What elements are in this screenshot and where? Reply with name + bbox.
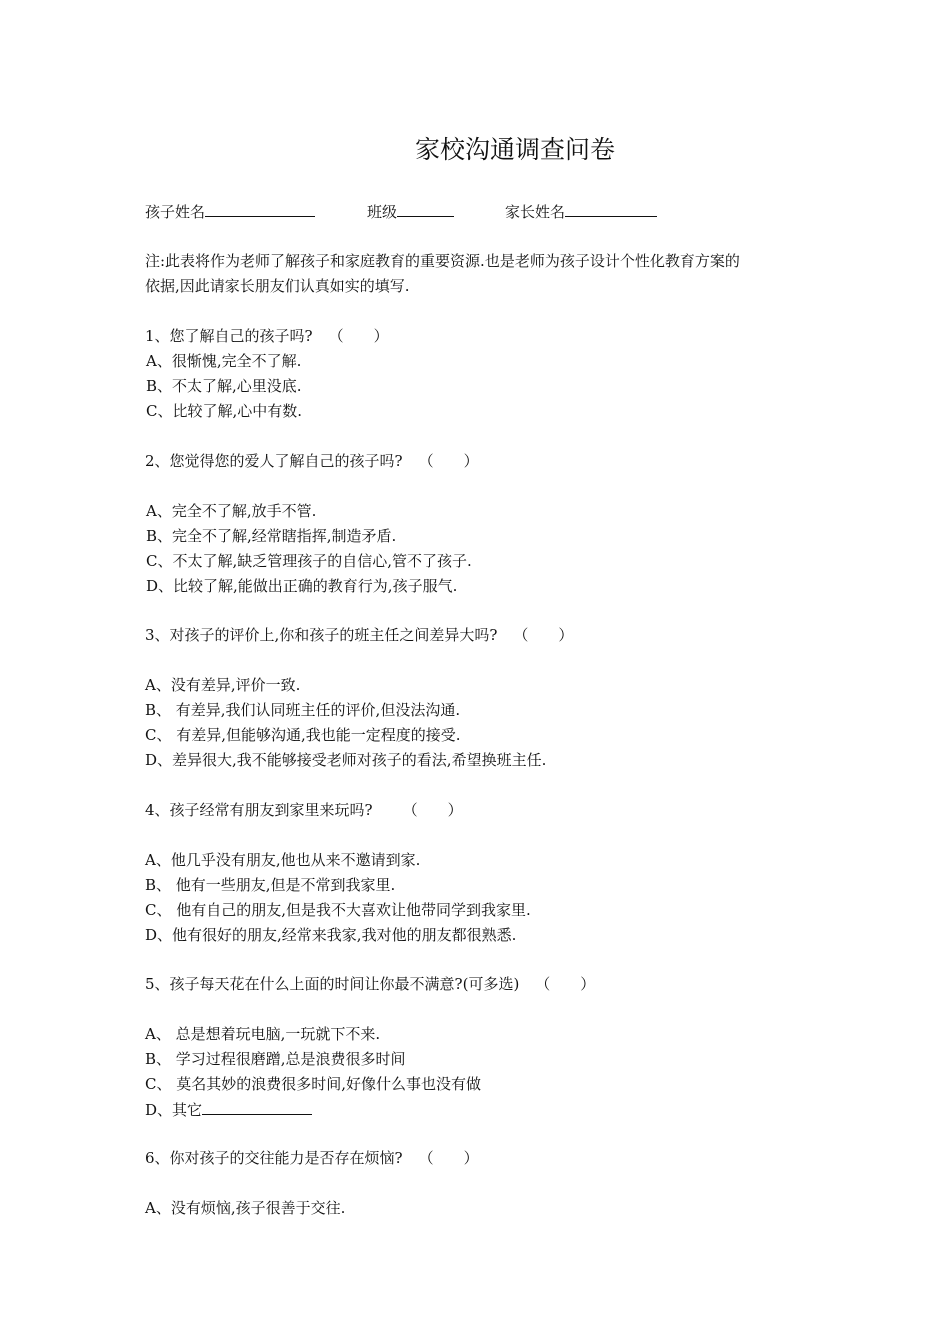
question-text: 2、您觉得您的爱人了解自己的孩子吗?: [145, 452, 403, 470]
question-text: 4、孩子经常有朋友到家里来玩吗?: [145, 801, 373, 819]
option-item[interactable]: C、 莫名其妙的浪费很多时间,好像什么事也没有做: [145, 1075, 482, 1093]
question-1: [145, 326, 389, 346]
option-item[interactable]: A、完全不了解,放手不管.: [146, 502, 317, 520]
question-text: 6、你对孩子的交往能力是否存在烦恼?: [145, 1149, 403, 1167]
answer-parentheses[interactable]: （ ）: [513, 626, 574, 644]
question-text: 3、对孩子的评价上,你和孩子的班主任之间差异大吗?: [145, 626, 498, 644]
class-blank[interactable]: [397, 201, 454, 217]
class-label: 班级: [367, 203, 398, 221]
child-name-blank[interactable]: [205, 201, 315, 217]
option-item[interactable]: C、 他有自己的朋友,但是我不大喜欢让他带同学到我家里.: [145, 901, 531, 919]
option-item[interactable]: C、比较了解,心中有数.: [146, 402, 303, 420]
class-field[interactable]: [367, 201, 454, 222]
question-3: [145, 625, 573, 645]
child-name-label: 孩子姓名: [145, 203, 206, 221]
question-2: [145, 451, 479, 471]
option-item[interactable]: A、 总是想着玩电脑,一玩就下不来.: [145, 1025, 381, 1043]
option-item-other[interactable]: [145, 1099, 312, 1120]
option-item[interactable]: A、没有差异,评价一致.: [145, 676, 301, 694]
option-item[interactable]: C、不太了解,缺乏管理孩子的自信心,管不了孩子.: [146, 552, 472, 570]
question-4: [145, 800, 463, 820]
answer-parentheses[interactable]: （ ）: [328, 327, 389, 345]
option-item[interactable]: B、不太了解,心里没底.: [146, 377, 302, 395]
question-5: [145, 974, 595, 994]
note-line-2: 依据,因此请家长朋友们认真如实的填写.: [145, 277, 410, 295]
answer-parentheses[interactable]: （ ）: [418, 452, 479, 470]
answer-parentheses[interactable]: （ ）: [535, 975, 596, 993]
option-item[interactable]: B、 学习过程很磨蹭,总是浪费很多时间: [145, 1050, 406, 1068]
parent-name-blank[interactable]: [565, 201, 657, 217]
option-item[interactable]: D、他有很好的朋友,经常来我家,我对他的朋友都很熟悉.: [145, 926, 517, 944]
option-item[interactable]: D、差异很大,我不能够接受老师对孩子的看法,希望换班主任.: [145, 751, 547, 769]
question-text: 1、您了解自己的孩子吗?: [145, 327, 313, 345]
child-name-field[interactable]: [145, 201, 315, 222]
answer-parentheses[interactable]: （ ）: [418, 1149, 479, 1167]
answer-parentheses[interactable]: （ ）: [402, 801, 463, 819]
parent-name-label: 家长姓名: [505, 203, 566, 221]
question-6: [145, 1148, 479, 1168]
option-item[interactable]: C、 有差异,但能够沟通,我也能一定程度的接受.: [145, 726, 461, 744]
option-item[interactable]: B、完全不了解,经常瞎指挥,制造矛盾.: [146, 527, 397, 545]
header-fields-row: [145, 201, 805, 221]
option-item[interactable]: A、没有烦恼,孩子很善于交往.: [145, 1199, 346, 1217]
option-item[interactable]: B、 他有一些朋友,但是不常到我家里.: [145, 876, 396, 894]
option-label: D、其它: [145, 1101, 203, 1119]
option-item[interactable]: A、很惭愧,完全不了解.: [146, 352, 302, 370]
option-item[interactable]: B、 有差异,我们认同班主任的评价,但没法沟通.: [145, 701, 461, 719]
other-blank[interactable]: [202, 1099, 312, 1115]
option-item[interactable]: A、他几乎没有朋友,他也从来不邀请到家.: [145, 851, 421, 869]
option-item[interactable]: D、比较了解,能做出正确的教育行为,孩子服气.: [146, 577, 458, 595]
note-line-1: 注:此表将作为老师了解孩子和家庭教育的重要资源.也是老师为孩子设计个性化教育方案的: [145, 252, 740, 270]
question-text: 5、孩子每天花在什么上面的时间让你最不满意?(可多选): [145, 975, 520, 993]
page-title: 家校沟通调查问卷: [414, 135, 615, 164]
parent-name-field[interactable]: [505, 201, 657, 222]
